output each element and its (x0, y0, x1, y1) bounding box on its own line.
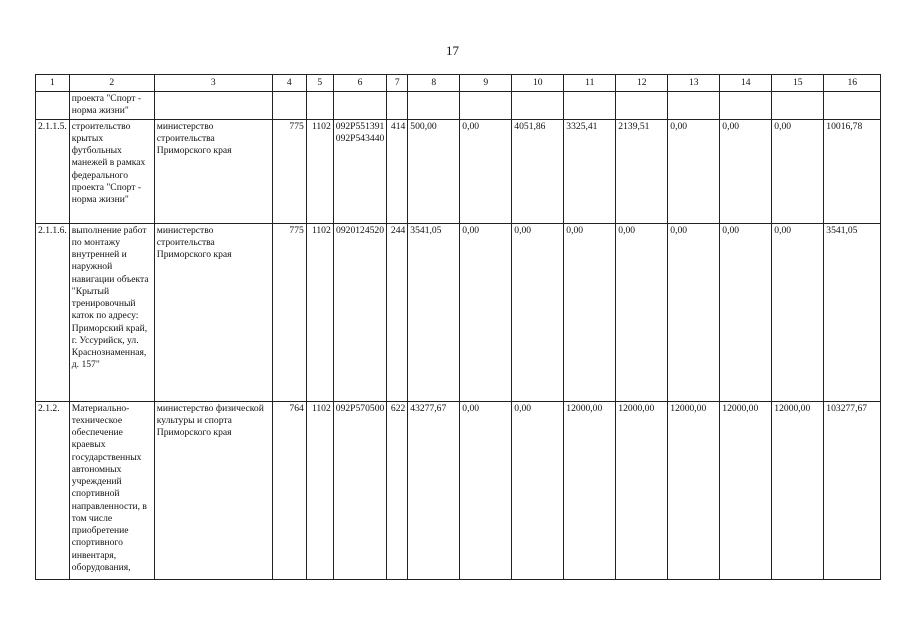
cell-c15 (772, 92, 824, 120)
cell-c10 (512, 92, 564, 120)
cell-c4: 764 (272, 401, 306, 579)
cell-c8: 500,00 (408, 119, 460, 223)
cell-c12: 0,00 (616, 223, 668, 401)
cell-c16: 3541,05 (824, 223, 881, 401)
budget-table (35, 74, 881, 580)
cell-c15: 12000,00 (772, 401, 824, 579)
col-header: 10 (512, 75, 564, 92)
row-number: 2.1.2. (36, 401, 70, 579)
cell-c6: 0920124520 (333, 223, 387, 401)
cell-c12: 12000,00 (616, 401, 668, 579)
col-header: 1 (36, 75, 70, 92)
cell-c10: 0,00 (512, 223, 564, 401)
cell-c13: 0,00 (668, 223, 720, 401)
cell-c5 (306, 92, 333, 120)
table-row (36, 119, 881, 223)
cell-c11 (564, 92, 616, 120)
cell-c13: 12000,00 (668, 401, 720, 579)
cell-c7 (387, 92, 408, 120)
col-header: 13 (668, 75, 720, 92)
cell-c5: 1102 (306, 223, 333, 401)
cell-c10: 4051,86 (512, 119, 564, 223)
col-header: 8 (408, 75, 460, 92)
cell-c9: 0,00 (460, 223, 512, 401)
cell-c4: 775 (272, 119, 306, 223)
cell-c14: 0,00 (720, 119, 772, 223)
cell-c16: 103277,67 (824, 401, 881, 579)
cell-c7: 244 (387, 223, 408, 401)
row-executor: министерство строительства Приморского края (154, 223, 272, 401)
cell-c4 (272, 92, 306, 120)
cell-c6 (333, 92, 387, 120)
cell-c8 (408, 92, 460, 120)
col-header: 3 (154, 75, 272, 92)
col-header: 5 (306, 75, 333, 92)
cell-c5: 1102 (306, 401, 333, 579)
cell-c15: 0,00 (772, 119, 824, 223)
cell-c5: 1102 (306, 119, 333, 223)
row-name: Материально-техническое обеспечение краевых государственных автономных учреждений спортивной направленности, в том числе приобретение спортивного инвентаря, оборудования, (69, 401, 154, 579)
col-header: 15 (772, 75, 824, 92)
cell-c7: 622 (387, 401, 408, 579)
col-header: 4 (272, 75, 306, 92)
cell-c6: 092P551391 092P543440 (333, 119, 387, 223)
cell-c15: 0,00 (772, 223, 824, 401)
row-number: 2.1.1.5. (36, 119, 70, 223)
col-header: 12 (616, 75, 668, 92)
col-header: 2 (69, 75, 154, 92)
col-header: 6 (333, 75, 387, 92)
cell-c11: 0,00 (564, 223, 616, 401)
row-name: проекта "Спорт - норма жизни" (69, 92, 154, 120)
cell-c11: 12000,00 (564, 401, 616, 579)
cell-c12: 2139,51 (616, 119, 668, 223)
row-name: строительство крытых футбольных манежей в рамках федерального проекта "Спорт - норма жизни" (69, 119, 154, 223)
cell-c9: 0,00 (460, 401, 512, 579)
cell-c6: 092P570500 (333, 401, 387, 579)
cell-c16: 10016,78 (824, 119, 881, 223)
cell-c13 (668, 92, 720, 120)
row-executor: министерство физической культуры и спорта Приморского края (154, 401, 272, 579)
cell-c8: 43277,67 (408, 401, 460, 579)
cell-c16 (824, 92, 881, 120)
cell-c14: 12000,00 (720, 401, 772, 579)
header-row (36, 75, 881, 92)
cell-c4: 775 (272, 223, 306, 401)
col-header: 11 (564, 75, 616, 92)
row-name: выполнение работ по монтажу внутренней и наружной навигации объекта "Крытый тренировочный каток по адресу: Приморский край, г. Уссурийск, ул. Краснознаменная, д. 157" (69, 223, 154, 401)
row-number (36, 92, 70, 120)
cell-c13: 0,00 (668, 119, 720, 223)
col-header: 7 (387, 75, 408, 92)
cell-c9: 0,00 (460, 119, 512, 223)
col-header: 16 (824, 75, 881, 92)
cell-c8: 3541,05 (408, 223, 460, 401)
row-number: 2.1.1.6. (36, 223, 70, 401)
cell-c9 (460, 92, 512, 120)
row-executor (154, 92, 272, 120)
cell-c10: 0,00 (512, 401, 564, 579)
table-row (36, 401, 881, 579)
cell-c14: 0,00 (720, 223, 772, 401)
cell-c12 (616, 92, 668, 120)
page-number: 17 (446, 43, 459, 58)
col-header: 14 (720, 75, 772, 92)
cell-c11: 3325,41 (564, 119, 616, 223)
row-executor: министерство строительства Приморского края (154, 119, 272, 223)
cell-c7: 414 (387, 119, 408, 223)
cell-c14 (720, 92, 772, 120)
table-row (36, 223, 881, 401)
col-header: 9 (460, 75, 512, 92)
table-row (36, 92, 881, 120)
